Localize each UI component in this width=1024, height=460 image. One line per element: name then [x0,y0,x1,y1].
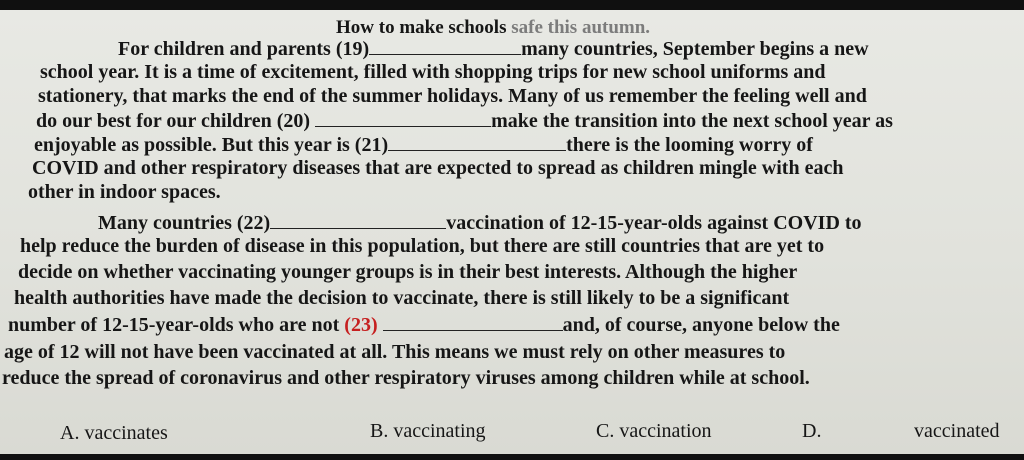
passage-line-13: age of 12 will not have been vaccinated at all. This means we must rely on other measures to [4,341,786,363]
line-text: do our best for our children (20) [36,110,311,132]
option-a[interactable]: A. vaccinates [60,422,168,444]
passage-line-6: COVID and other respiratory diseases that are expected to spread as children mingle with each [32,157,844,179]
blank-21 [388,132,566,151]
passage-line-2: school year. It is a time of excitement, filled with shopping trips for new school uniforms and [40,61,826,83]
passage-line-8 [98,210,862,235]
passage-line-3: stationery, that marks the end of the summer holidays. Many of us remember the feeling well and [38,85,867,107]
line-text: For children and parents (19) [118,38,370,60]
option-c[interactable]: C. vaccination [596,420,712,442]
passage-line-14: reduce the spread of coronavirus and other respiratory viruses among children while at school. [2,367,810,389]
line-text: vaccination of 12-15-year-olds against COVID to [446,212,862,234]
line-text: there is the looming worry of [566,134,813,156]
option-d-letter[interactable]: D. [802,420,822,442]
blank-23 [383,312,563,331]
line-text: many countries, September begins a new [521,38,869,60]
option-b[interactable]: B. vaccinating [370,420,486,442]
passage-line-7: other in indoor spaces. [28,181,221,203]
blank-19 [369,36,521,55]
option-d-text[interactable]: vaccinated [914,420,1000,442]
line-text: Many countries (22) [98,212,271,234]
passage-line-11: health authorities have made the decision to vaccinate, there is still likely to be a significant [14,287,790,309]
worksheet-page [0,10,1024,454]
passage-line-4 [36,108,893,133]
line-text: enjoyable as possible. But this year is (21) [34,134,389,156]
passage-line-9: help reduce the burden of disease in this population, but there are still countries that are yet to [20,235,825,257]
question-number-23: (23) [344,314,378,336]
line-text: and, of course, anyone below the [562,314,840,336]
passage-line-5 [34,132,813,157]
line-text: number of 12-15-year-olds who are not [8,314,340,336]
blank-22 [270,210,446,229]
title-text: How to make schools [336,17,507,38]
title-text-faded: safe this autumn. [511,17,651,38]
blank-20 [315,108,491,127]
line-text: make the transition into the next school year as [491,110,893,132]
passage-line-1 [118,36,869,61]
passage-line-12 [8,312,840,337]
passage-line-10: decide on whether vaccinating younger groups is in their best interests. Although the higher [18,261,798,283]
